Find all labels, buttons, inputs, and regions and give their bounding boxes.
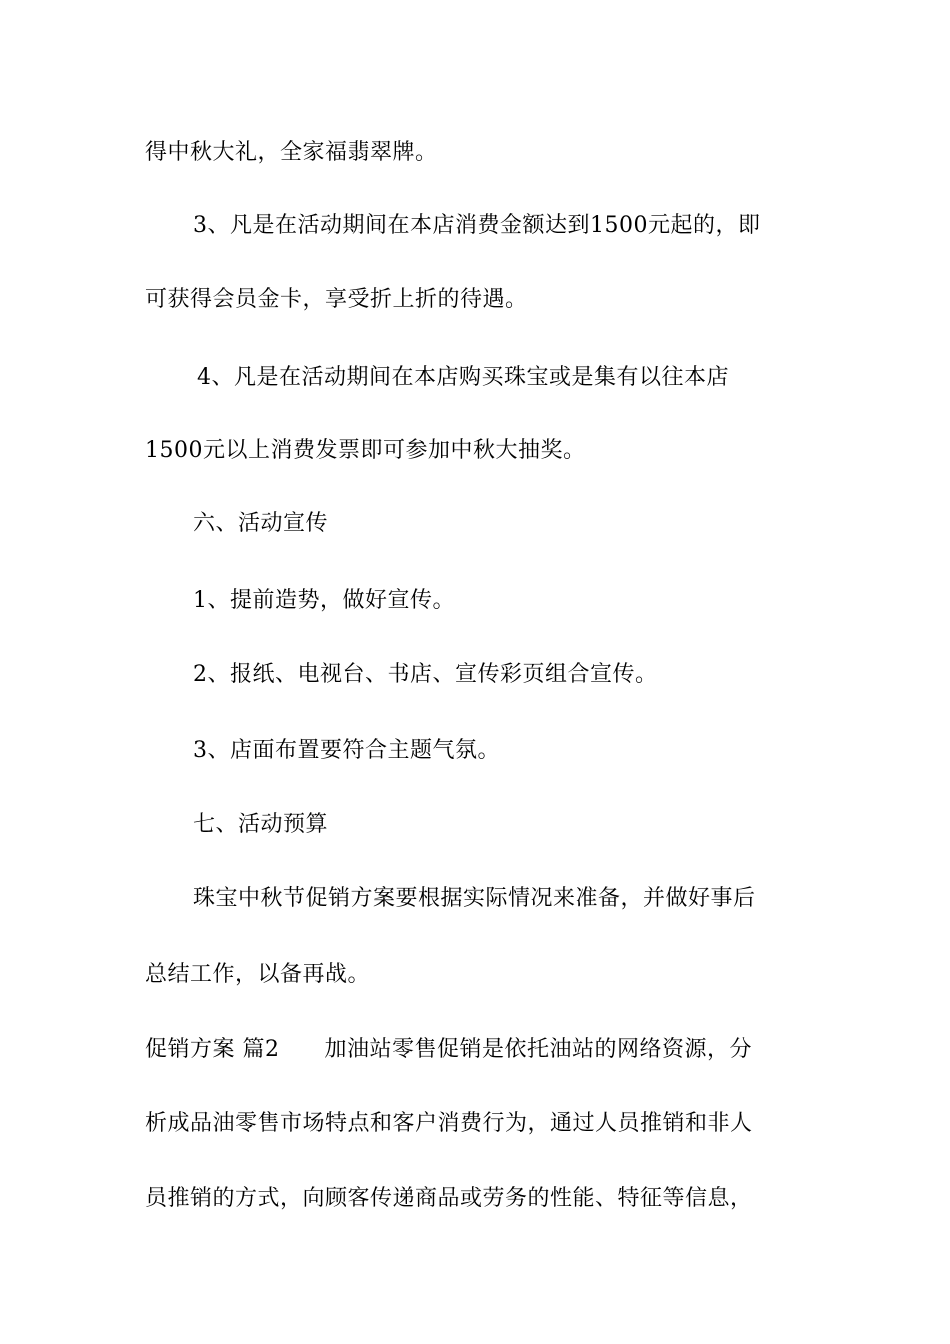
text-line-9: 3、店面布置要符合主题气氛。 [193,738,500,763]
text-line-5: 1500元以上消费发票即可参加中秋大抽奖。 [145,438,586,463]
section-heading-budget: 七、活动预算 [193,812,329,837]
text-line-14: 析成品油零售市场特点和客户消费行为，通过人员推销和非人 [145,1111,753,1136]
text-line-15: 员推销的方式，向顾客传递商品或劳务的性能、特征等信息， [145,1186,753,1211]
text-line-4: 4、凡是在活动期间在本店购买珠宝或是集有以往本店 [197,365,729,390]
text-line-3: 可获得会员金卡，享受折上折的待遇。 [145,287,528,312]
text-line-1: 得中秋大礼，全家福翡翠牌。 [145,140,438,165]
text-line-11: 珠宝中秋节促销方案要根据实际情况来准备，并做好事后 [193,886,756,911]
text-line-13: 促销方案 篇2 加油站零售促销是依托油站的网络资源，分 [145,1037,752,1062]
section-heading-promotion: 六、活动宣传 [193,511,329,536]
text-line-8: 2、报纸、电视台、书店、宣传彩页组合宣传。 [193,662,658,687]
text-line-12: 总结工作，以备再战。 [145,962,371,987]
text-line-7: 1、提前造势，做好宣传。 [193,588,455,613]
text-line-2: 3、凡是在活动期间在本店消费金额达到1500元起的，即 [193,213,761,238]
